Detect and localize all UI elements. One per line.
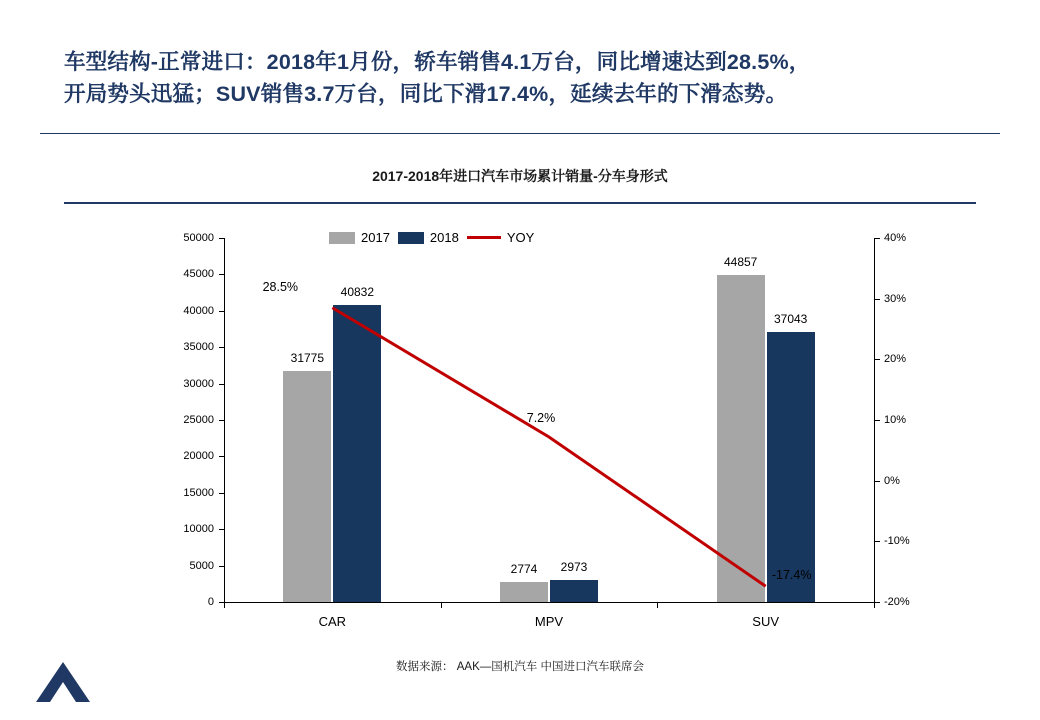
x-axis <box>224 602 875 603</box>
y-axis-left-tick-mark <box>219 274 224 275</box>
y-axis-right-tick-mark <box>875 299 880 300</box>
y-axis-left-tick-label: 15000 <box>183 486 214 499</box>
y-axis-right-tick-mark <box>875 420 880 421</box>
y-axis-right-tick-label: 20% <box>884 353 907 366</box>
title-divider <box>40 133 1000 134</box>
y-axis-left <box>224 238 225 602</box>
bar-value-label: 40832 <box>340 284 375 299</box>
legend-label-yoy: YOY <box>506 230 535 245</box>
chart <box>64 222 976 629</box>
y-axis-left-tick-label: 0 <box>207 596 214 608</box>
y-axis-left-tick-label: 40000 <box>183 304 214 317</box>
title-line-1: 车型结构-正常进口：2018年1月份，轿车销售4.1万台，同比增速达到28.5%， <box>64 50 811 74</box>
y-axis-right-tick-mark <box>875 602 880 603</box>
y-axis-left-tick-mark <box>219 311 224 312</box>
chart-title: 2017-2018年进口汽车市场累计销量-分车身形式 <box>372 168 668 184</box>
bar-value-label: 37043 <box>773 312 808 327</box>
y-axis-left-tick-mark <box>219 529 224 530</box>
bar-value-label: 2973 <box>560 560 588 575</box>
y-axis-right-tick-label: 30% <box>884 292 907 305</box>
yoy-value-label: -17.4% <box>771 568 812 583</box>
legend-item-yoy <box>467 230 534 245</box>
y-axis-right-tick-label: 10% <box>884 414 907 426</box>
y-axis-left-tick-mark <box>219 420 224 421</box>
y-axis-left-tick-mark <box>219 238 224 239</box>
legend-label-2017: 2017 <box>361 230 390 245</box>
bar-value-label: 44857 <box>723 255 758 270</box>
bar-2017-SUV <box>717 275 765 602</box>
legend-item-2018 <box>398 230 459 245</box>
y-axis-right-tick-label: -10% <box>884 535 910 548</box>
bar-2018-MPV <box>550 580 598 602</box>
chart-legend <box>329 230 534 245</box>
y-axis-left-tick-label: 5000 <box>189 559 214 572</box>
y-axis-left-tick-mark <box>219 384 224 385</box>
y-axis-right-tick-label: 0% <box>884 474 900 487</box>
y-axis-right-tick-label: 40% <box>884 232 907 244</box>
y-axis-right-tick-mark <box>875 541 880 542</box>
company-logo-icon <box>34 660 92 704</box>
bar-value-label: 2774 <box>510 561 538 576</box>
y-axis-right-tick-mark <box>875 238 880 239</box>
legend-item-2017 <box>329 230 390 245</box>
bar-2018-SUV <box>767 332 815 602</box>
bar-2017-CAR <box>283 371 331 602</box>
x-axis-tick-label: CAR <box>318 614 347 629</box>
bar-value-label: 31775 <box>290 350 325 365</box>
y-axis-left-tick-label: 10000 <box>183 523 214 536</box>
y-axis-left-tick-mark <box>219 347 224 348</box>
y-axis-left-tick-label: 45000 <box>183 268 214 281</box>
y-axis-left-tick-label: 35000 <box>183 341 214 354</box>
x-axis-tick-label: MPV <box>534 614 564 629</box>
x-axis-tick-mark <box>224 603 225 608</box>
legend-label-2018: 2018 <box>429 230 459 245</box>
y-axis-left-tick-mark <box>219 456 224 457</box>
x-axis-tick-mark <box>657 603 658 608</box>
legend-swatch-2017-icon <box>329 232 355 244</box>
y-axis-left-tick-mark <box>219 566 224 567</box>
y-axis-right-tick-mark <box>875 359 880 360</box>
title-line-2: 开局势头迅猛；SUV销售3.7万台，同比下滑17.4%，延续去年的下滑态势。 <box>64 82 788 106</box>
page-title <box>64 46 984 110</box>
y-axis-left-tick-label: 20000 <box>183 450 214 463</box>
source-note: 数据来源： AAK—国机汽车 中国进口汽车联席会 <box>396 661 644 673</box>
legend-swatch-2018-icon <box>398 232 424 244</box>
x-axis-tick-mark <box>441 603 442 608</box>
y-axis-left-tick-mark <box>219 493 224 494</box>
y-axis-left-tick-label: 30000 <box>183 377 214 390</box>
x-axis-tick-label: SUV <box>752 614 780 629</box>
yoy-value-label: 28.5% <box>262 279 299 294</box>
bar-2018-CAR <box>333 305 381 602</box>
y-axis-right-tick-mark <box>875 481 880 482</box>
chart-title-divider <box>64 202 976 204</box>
y-axis-left-tick-label: 25000 <box>183 414 214 426</box>
y-axis-left-tick-label: 50000 <box>183 232 214 244</box>
legend-swatch-yoy-icon <box>467 236 501 239</box>
y-axis-right-tick-label: -20% <box>884 596 910 608</box>
bar-2017-MPV <box>500 582 548 602</box>
yoy-value-label: 7.2% <box>526 410 556 425</box>
x-axis-tick-mark <box>874 603 875 608</box>
